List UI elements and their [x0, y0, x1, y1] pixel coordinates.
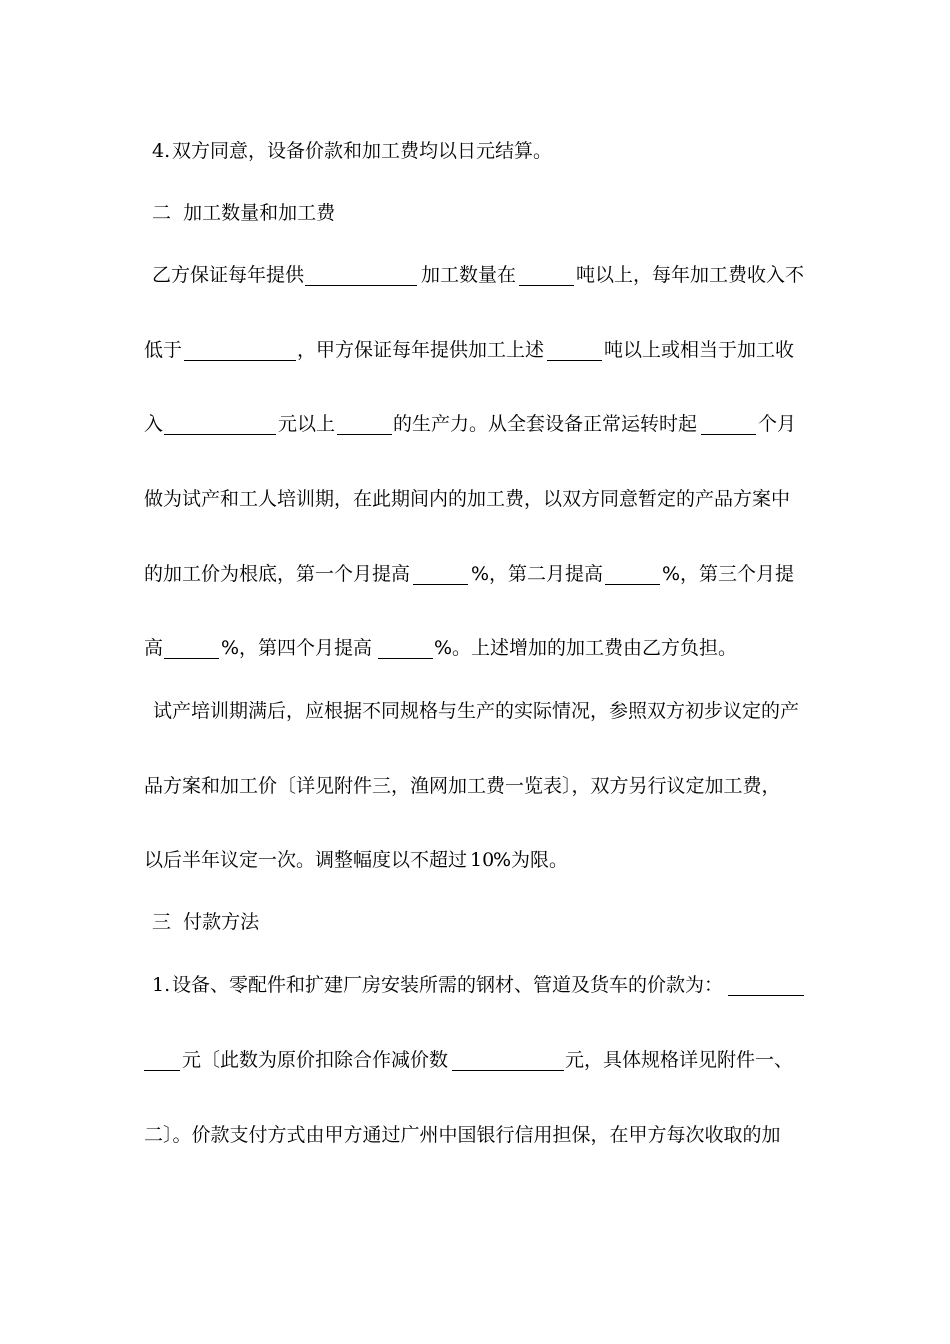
- blank-line: [701, 414, 756, 435]
- text-run: %。上述增加的加工费由乙方负担。: [434, 637, 738, 659]
- text-run: 乙方保证每年提供: [152, 264, 305, 286]
- clause-number: 4.: [152, 140, 171, 162]
- text-run: 二〕。价款支付方式由甲方通过广州中国银行信用担保，在甲方每次收取的加: [144, 1124, 781, 1146]
- paragraph-line: [0, 335, 950, 365]
- text-run: 品方案和加工价〔详见附件三，渔网加工费一览表〕，双方另行议定加工费，: [144, 775, 781, 797]
- text-run: 做为试产和工人培训期，在此期间内的加工费，以双方同意暂定的产品方案中: [144, 488, 791, 510]
- text-run: 元〔此数为原价扣除合作减价数: [182, 1049, 449, 1071]
- section-heading-3: [0, 907, 950, 937]
- text-run: ，甲方保证每年提供加工上述: [297, 339, 545, 361]
- blank-line: [519, 265, 574, 286]
- text-run: 吨以上，每年加工费收入不: [576, 264, 805, 286]
- paragraph-line: [0, 260, 950, 290]
- text-run: %为限。: [493, 849, 569, 871]
- text-run: 吨以上或相当于加工收: [604, 339, 795, 361]
- clause-text: 双方同意，设备价款和加工费均以日元结算。: [172, 140, 553, 162]
- paragraph-line: [0, 845, 950, 875]
- blank-line: [305, 265, 417, 286]
- text-run: 以后半年议定一次。调整幅度以不超过: [144, 849, 468, 871]
- text-run: %，第三个月提: [662, 563, 795, 585]
- text-run: 元，具体规格详见附件一、: [565, 1049, 794, 1071]
- blank-line: [728, 975, 804, 996]
- text-run: 试产培训期满后，应根据不同规格与生产的实际情况，参照双方初步议定的产: [153, 700, 800, 722]
- paragraph-line: [0, 771, 950, 801]
- text-run: 加工数量在: [421, 264, 517, 286]
- blank-line: [413, 564, 468, 585]
- heading-text: 三 付款方法: [152, 911, 260, 933]
- text-run: %，第四个月提高: [221, 637, 373, 659]
- blank-line: [184, 340, 296, 361]
- paragraph-line: [0, 409, 950, 439]
- clause-number: 1.: [152, 974, 171, 996]
- paragraph-line: [0, 1120, 950, 1150]
- paragraph-line: [0, 559, 950, 589]
- heading-text: 二 加工数量和加工费: [152, 202, 336, 224]
- number-run: 10: [470, 849, 495, 871]
- text-run: 高: [144, 637, 164, 659]
- paragraph-line: [0, 633, 950, 663]
- blank-line: [378, 638, 433, 659]
- blank-line: [452, 1050, 564, 1071]
- paragraph-line: [0, 484, 950, 514]
- clause-text: 设备、零配件和扩建厂房安装所需的钢材、管道及货车的价款为：: [172, 974, 724, 996]
- blank-line: [605, 564, 660, 585]
- blank-line: [144, 1050, 180, 1071]
- clause-4: [0, 136, 950, 166]
- blank-line: [164, 414, 276, 435]
- text-run: 的生产力。从全套设备正常运转时起: [393, 413, 698, 435]
- blank-line: [337, 414, 392, 435]
- paragraph-line: [0, 1045, 950, 1075]
- section-heading-2: [0, 198, 950, 228]
- text-run: 入: [144, 413, 164, 435]
- text-run: 个月: [758, 413, 797, 435]
- text-run: 的加工价为根底，第一个月提高: [144, 563, 411, 585]
- blank-line: [547, 340, 602, 361]
- blank-line: [164, 638, 219, 659]
- clause-1: [0, 970, 950, 1000]
- text-run: 元以上: [278, 413, 336, 435]
- text-run: %，第二月提高: [471, 563, 604, 585]
- text-run: 低于: [144, 339, 183, 361]
- paragraph-line: [0, 696, 950, 726]
